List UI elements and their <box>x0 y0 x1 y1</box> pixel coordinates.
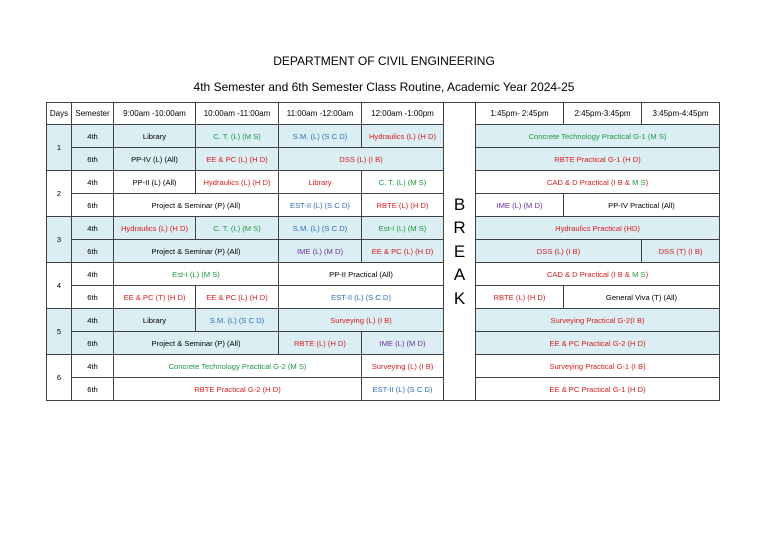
day-cell: 4 <box>47 263 72 309</box>
header-slot-1: 9:00am -10:00am <box>114 103 196 125</box>
class-cell: Hydraulics (L) (H D) <box>362 125 444 148</box>
class-cell: Hydraulics Practical (HD) <box>476 217 720 240</box>
class-text: M S <box>632 269 646 279</box>
header-slot-4: 12:00am -1:00pm <box>362 103 444 125</box>
class-text: M S <box>632 177 646 187</box>
class-cell: Surveying Practical G-1 (I B) <box>476 355 720 378</box>
class-cell: RBTE (L) (H D) <box>362 194 444 217</box>
class-cell: EST-II (L) (S C D) <box>362 378 444 401</box>
class-cell: EE & PC (L) (H D) <box>362 240 444 263</box>
class-cell: Hydraulics (L) (H D) <box>114 217 196 240</box>
class-cell: EE & PC Practical G-1 (H D) <box>476 378 720 401</box>
table-row <box>47 125 720 148</box>
class-cell: C. T. (L) (M S) <box>362 171 444 194</box>
day-cell: 2 <box>47 171 72 217</box>
class-cell: EE & PC Practical G-2 (H D) <box>476 332 720 355</box>
break-letter: A <box>453 265 466 285</box>
class-cell: S.M. (L) (S C D) <box>279 125 362 148</box>
class-cell <box>476 171 720 194</box>
header-slot-2: 10:00am -11:00am <box>196 103 279 125</box>
class-cell: Library <box>114 309 196 332</box>
header-semester: Semester <box>72 103 114 125</box>
break-letter: E <box>453 241 466 261</box>
class-text: ) <box>645 269 649 279</box>
class-cell: EE & PC (L) (H D) <box>196 148 279 171</box>
class-cell: Concrete Technology Practical G-2 (M S) <box>114 355 362 378</box>
semester-cell: 6th <box>72 378 114 401</box>
header-row <box>47 103 720 125</box>
class-cell: Est-I (L) (M S) <box>362 217 444 240</box>
class-cell: EE & PC (T) (H D) <box>114 286 196 309</box>
semester-cell: 6th <box>72 332 114 355</box>
class-cell: RBTE Practical G-1 (H D) <box>476 148 720 171</box>
semester-cell: 4th <box>72 125 114 148</box>
department-title: DEPARTMENT OF CIVIL ENGINEERING <box>273 54 495 68</box>
day-cell: 3 <box>47 217 72 263</box>
semester-cell: 4th <box>72 171 114 194</box>
class-cell: Est-I (L) (M S) <box>114 263 279 286</box>
break-column <box>444 103 476 401</box>
table-row <box>47 309 720 332</box>
break-letter: B <box>453 194 466 214</box>
class-cell: General Viva (T) (All) <box>564 286 720 309</box>
table-row <box>47 263 720 286</box>
class-cell: Surveying (L) (I B) <box>279 309 444 332</box>
class-cell: Library <box>279 171 362 194</box>
class-cell: PP-IV Practical (All) <box>564 194 720 217</box>
class-cell: Project & Seminar (P) (All) <box>114 194 279 217</box>
class-cell: Concrete Technology Practical G-1 (M S) <box>476 125 720 148</box>
break-letter: K <box>453 288 466 308</box>
class-cell: EST-II (L) (S C D) <box>279 286 444 309</box>
class-cell: C. T. (L) (M S) <box>196 217 279 240</box>
class-cell: S.M. (L) (S C D) <box>279 217 362 240</box>
class-cell: EST-II (L) (S C D) <box>279 194 362 217</box>
class-cell: S.M. (L) (S C D) <box>196 309 279 332</box>
day-cell: 1 <box>47 125 72 171</box>
semester-cell: 6th <box>72 240 114 263</box>
header-days: Days <box>47 103 72 125</box>
class-text: CAD & D Practical (I B & <box>546 177 633 187</box>
class-cell: RBTE (L) (H D) <box>476 286 564 309</box>
semester-cell: 4th <box>72 309 114 332</box>
semester-cell: 4th <box>72 263 114 286</box>
table-row <box>47 171 720 194</box>
table-row <box>47 355 720 378</box>
class-cell <box>476 263 720 286</box>
class-cell: PP-II Practical (All) <box>279 263 444 286</box>
semester-cell: 6th <box>72 194 114 217</box>
class-text: CAD & D Practical (I B & <box>546 269 633 279</box>
header-slot-7: 3:45pm-4:45pm <box>642 103 720 125</box>
table-row <box>47 378 720 401</box>
class-cell: C. T. (L) (M S) <box>196 125 279 148</box>
class-cell: Project & Seminar (P) (All) <box>114 332 279 355</box>
table-row <box>47 286 720 309</box>
class-cell: Library <box>114 125 196 148</box>
table-row <box>47 240 720 263</box>
class-cell: RBTE (L) (H D) <box>279 332 362 355</box>
class-cell: Surveying (L) (I B) <box>362 355 444 378</box>
table-row <box>47 194 720 217</box>
class-cell: Project & Seminar (P) (All) <box>114 240 279 263</box>
semester-cell: 4th <box>72 217 114 240</box>
day-cell: 5 <box>47 309 72 355</box>
break-letter: R <box>453 218 466 238</box>
class-cell: DSS (L) (I B) <box>476 240 642 263</box>
class-cell: DSS (T) (I B) <box>642 240 720 263</box>
class-cell: Hydraulics (L) (H D) <box>196 171 279 194</box>
table-row <box>47 332 720 355</box>
class-cell: RBTE Practical G-2 (H D) <box>114 378 362 401</box>
day-cell: 6 <box>47 355 72 401</box>
class-text: ) <box>645 177 649 187</box>
class-routine-table <box>46 102 720 401</box>
class-cell: DSS (L) (I B) <box>279 148 444 171</box>
class-cell: PP-II (L) (All) <box>114 171 196 194</box>
class-cell: PP-IV (L) (All) <box>114 148 196 171</box>
class-cell: IME (L) (M D) <box>362 332 444 355</box>
header-slot-6: 2:45pm-3:45pm <box>564 103 642 125</box>
header-slot-3: 11:00am -12:00am <box>279 103 362 125</box>
semester-cell: 6th <box>72 148 114 171</box>
table-row <box>47 217 720 240</box>
semester-cell: 4th <box>72 355 114 378</box>
header-slot-5: 1:45pm- 2:45pm <box>476 103 564 125</box>
class-cell: EE & PC (L) (H D) <box>196 286 279 309</box>
class-cell: Surveying Practical G-2(I B) <box>476 309 720 332</box>
class-cell: IME (L) (M D) <box>476 194 564 217</box>
class-cell: IME (L) (M D) <box>279 240 362 263</box>
semester-cell: 6th <box>72 286 114 309</box>
table-row <box>47 148 720 171</box>
routine-subtitle: 4th Semester and 6th Semester Class Routine, Academic Year 2024-25 <box>193 80 575 94</box>
